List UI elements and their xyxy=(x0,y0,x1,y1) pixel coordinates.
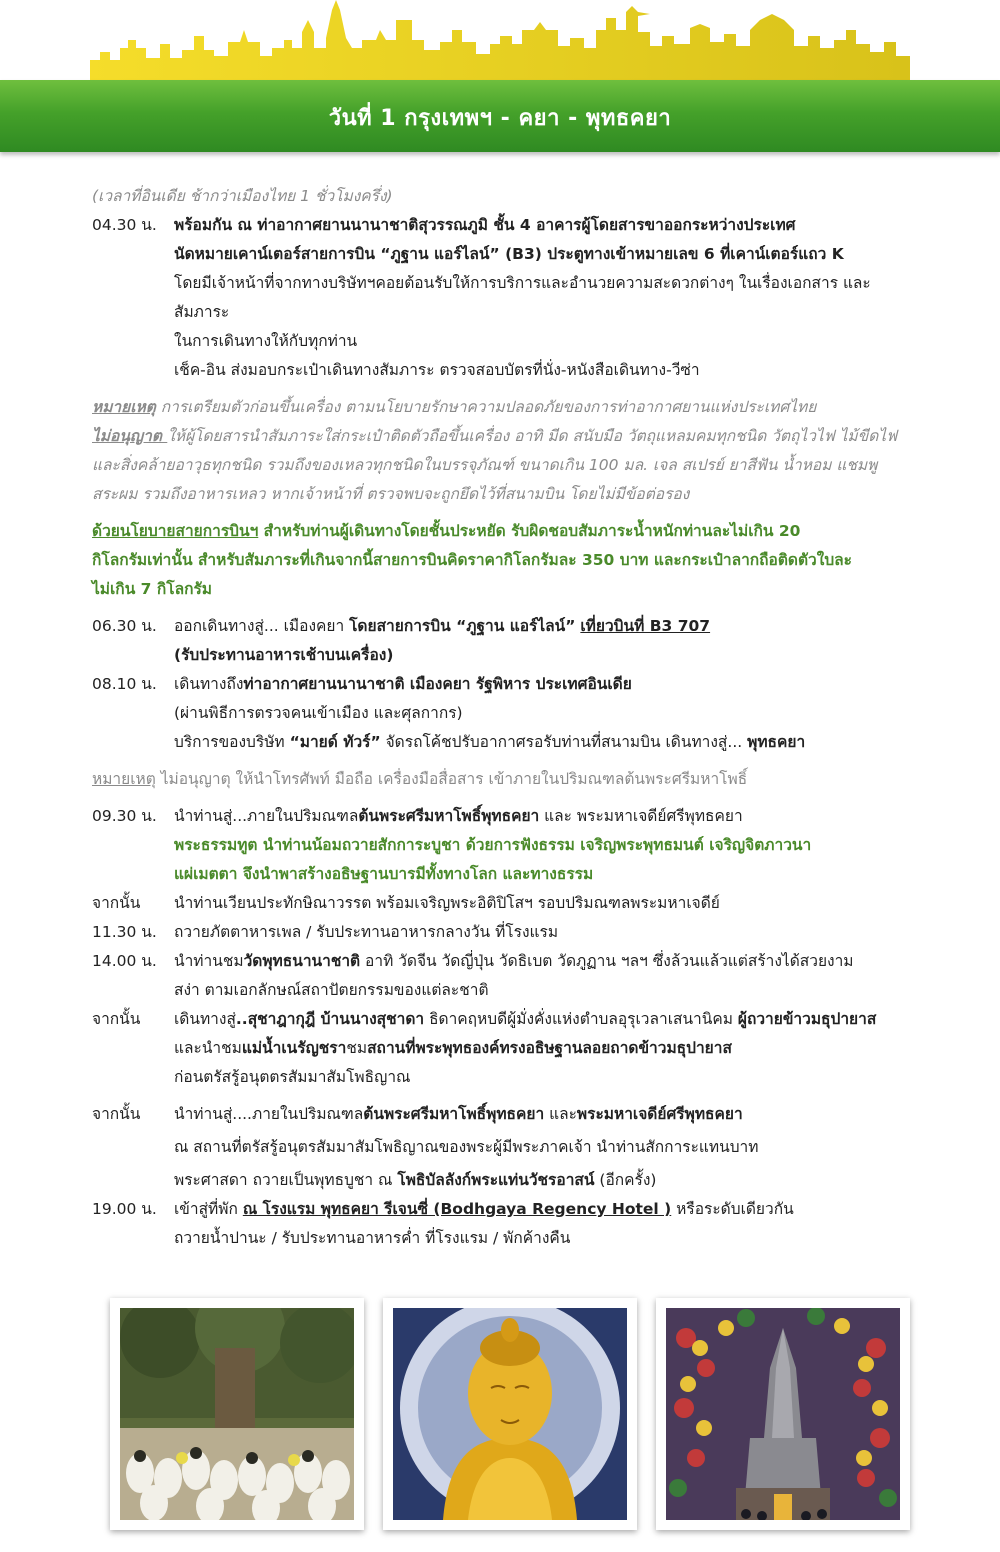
entry-line: นัดหมายเคาน์เตอร์สายการบิน “ภูฐาน แอร์ไลน์” (B3) ประตูทางเข้าหมายเลข 6 ที่เคาน์เตอร์แถว K xyxy=(174,245,844,263)
entry-text: เดินทางสู่ xyxy=(174,1010,236,1028)
schedule-entry-then-3 xyxy=(92,1100,912,1195)
schedule-entry-1130 xyxy=(92,918,912,947)
policy-text: สำหรับท่านผู้เดินทางโดยชั้นประหยัด รับผิดชอบสัมภาระน้ำหนักท่านละไม่เกิน 20 xyxy=(258,522,801,540)
schedule-entry-then-2 xyxy=(92,1005,912,1092)
entry-line: ถวายภัตตาหารเพล / รับประทานอาหารกลางวัน ที่โรงแรม xyxy=(174,923,559,941)
entry-text: หรือระดับเดียวกัน xyxy=(671,1200,794,1218)
schedule-entry-1400 xyxy=(92,947,912,1005)
remark-text: ไม่อนุญาตุ ให้นำโทรศัพท์ มือถือ เครื่องมือสื่อสาร เข้าภายในปริมณฑลต้นพระศรีมหาโพธิ์ xyxy=(155,770,748,788)
entry-line: ณ สถานที่ตรัสรู้อนุตรสัมมาสัมโพธิญาณของพระผู้มีพระภาคเจ้า นำท่านสักการะแทนบาท xyxy=(174,1138,759,1156)
place-name: ..สุชาฎากุฎี บ้านนางสุชาดา xyxy=(235,1010,425,1028)
schedule-entry-0430 xyxy=(92,211,912,385)
entry-line: โดยมีเจ้าหน้าที่จากทางบริษัทฯคอยต้อนรับให้การบริการและอำนวยความสะดวกต่างๆ ในเรื่องเอกสาร และสัมภาระ xyxy=(174,274,871,321)
entry-line: (ผ่านพิธีการตรวจคนเข้าเมือง และศุลกากร) xyxy=(174,704,463,722)
day-title-banner xyxy=(0,80,1000,152)
entry-time: 19.00 น. xyxy=(92,1200,157,1218)
itinerary-content xyxy=(92,182,912,1253)
entry-text: นำท่านสู่....ภายในปริมณฑล xyxy=(174,1105,364,1123)
remark-text: การเตรียมตัวก่อนขึ้นเครื่อง ตามนโยบายรักษาความปลอดภัยของการท่าอากาศยานแห่งประเทศไทย xyxy=(155,398,817,416)
place-name: ต้นพระศรีมหาโพธิ์พุทธคยา xyxy=(358,807,540,825)
flight-number: เที่ยวบินที่ B3 707 xyxy=(580,617,711,635)
timezone-note: (เวลาที่อินเดีย ช้ากว่าเมืองไทย 1 ชั่วโมงครึ่ง) xyxy=(92,187,393,205)
entry-text: (อีกครั้ง) xyxy=(594,1171,657,1189)
entry-line: ถวายน้ำปานะ / รับประทานอาหารค่ำ ที่โรงแรม / พักค้างคืน xyxy=(174,1229,571,1247)
entry-text: อาทิ วัดจีน วัดญี่ปุ่น วัดธิเบต วัดภูฏาน ฯลฯ ซึ่งล้วนแล้วแต่สร้างได้สวยงาม xyxy=(360,952,854,970)
hotel-name: ณ โรงแรม พุทธคยา รีเจนซี่ (Bodhgaya Regency Hotel ) xyxy=(242,1200,672,1218)
photo-mahabodhi-temple xyxy=(656,1298,910,1530)
entry-line: สง่า ตามเอกลักษณ์สถาปัตยกรรมของแต่ละชาติ xyxy=(174,981,489,999)
phone-remark xyxy=(92,765,912,794)
river-name: แม่น้ำเนรัญชรา xyxy=(241,1039,347,1057)
entry-time: 09.30 น. xyxy=(92,807,157,825)
city-skyline-decoration xyxy=(0,0,1000,82)
entry-text: จัดรถโค้ชปรับอากาศรอรับท่านที่สนามบิน เดินทางสู่... xyxy=(380,733,748,751)
photo-bodhi-tree xyxy=(110,1298,364,1530)
schedule-entry-then-1 xyxy=(92,889,912,918)
place-name: ต้นพระศรีมหาโพธิ์พุทธคยา xyxy=(363,1105,545,1123)
place-name: โพธิบัลลังก์พระแท่นวัชรอาสน์ xyxy=(397,1171,595,1189)
entry-time: 08.10 น. xyxy=(92,675,157,693)
entry-text: เดินทางถึง xyxy=(174,675,244,693)
entry-text: และ xyxy=(544,1105,577,1123)
company-name: “มายด์ ทัวร์” xyxy=(289,733,381,751)
photo-gallery xyxy=(110,1298,910,1538)
remark-text: สระผม รวมถึงอาหารเหลว หากเจ้าหน้าที่ ตรวจพบจะถูกยึดไว้ที่สนามบิน โดยไม่มีข้อต่อรอง xyxy=(92,485,690,503)
airline-name: โดยสายการบิน “ภูฐาน แอร์ไลน์” xyxy=(349,617,576,635)
entry-time: 04.30 น. xyxy=(92,216,157,234)
entry-line: แผ่เมตตา จึงนำพาสร้างอธิษฐานบารมีทั้งทางโลก และทางธรรม xyxy=(174,865,594,883)
entry-time: จากนั้น xyxy=(92,1105,141,1123)
mahabodhi-temple-image xyxy=(666,1308,900,1520)
place-name: ผู้ถวายข้าวมธุปายาส xyxy=(737,1010,877,1028)
airline-baggage-policy xyxy=(92,517,912,604)
entry-text: นำท่านสู่...ภายในปริมณฑล xyxy=(174,807,359,825)
remark-text: และสิ่งคล้ายอาวุธทุกชนิด รวมถึงของเหลวทุกชนิดในบรรจุภัณฑ์ ขนาดเกิน 100 มล. เจล สเปรย์ ยาสีฟัน น้ำหอม แชมพู xyxy=(92,456,878,474)
entry-time: 06.30 น. xyxy=(92,617,157,635)
schedule-entry-0930 xyxy=(92,802,912,889)
destination-name: พุทธคยา xyxy=(747,733,806,751)
entry-text: เข้าสู่ที่พัก xyxy=(174,1200,243,1218)
entry-line: นำท่านเวียนประทักษิณาวรรต พร้อมเจริญพระอิติปิโสฯ รอบปริมณฑลพระมหาเจดีย์ xyxy=(174,894,720,912)
entry-time: 14.00 น. xyxy=(92,952,157,970)
place-name: วัดพุทธนานาชาติ xyxy=(243,952,361,970)
entry-line: ก่อนตรัสรู้อนุตตรสัมมาสัมโพธิญาณ xyxy=(174,1068,411,1086)
entry-text: บริการของบริษัท xyxy=(174,733,290,751)
entry-time: 11.30 น. xyxy=(92,923,157,941)
entry-text: ธิดาคฤหบดีผู้มั่งคั่งแห่งตำบลอุรุเวลาเสนานิคม xyxy=(424,1010,738,1028)
schedule-entry-0810 xyxy=(92,670,912,757)
entry-text: นำท่านชม xyxy=(174,952,244,970)
schedule-entry-0630 xyxy=(92,612,912,670)
policy-text: ไม่เกิน 7 กิโลกรัม xyxy=(92,580,213,598)
policy-label: ด้วยนโยบายสายการบินฯ xyxy=(92,522,259,540)
remark-label: หมายเหตุ xyxy=(92,770,156,788)
entry-time: จากนั้น xyxy=(92,1010,141,1028)
entry-time: จากนั้น xyxy=(92,894,141,912)
entry-text: ชม xyxy=(346,1039,368,1057)
remark-label: หมายเหตุ xyxy=(92,398,156,416)
entry-line: เช็ค-อิน ส่งมอบกระเป๋าเดินทางสัมภาระ ตรวจสอบบัตรที่นั่ง-หนังสือเดินทาง-วีซ่า xyxy=(174,361,700,379)
schedule-entry-1900 xyxy=(92,1195,912,1253)
photo-golden-buddha xyxy=(383,1298,637,1530)
prohibited-label: ไม่อนุญาต xyxy=(92,427,168,445)
place-name: พระมหาเจดีย์ศรีพุทธคยา xyxy=(576,1105,743,1123)
policy-text: กิโลกรัมเท่านั้น สำหรับสัมภาระที่เกินจากนี้สายการบินคิดราคากิโลกรัมละ 350 บาท และกระเป๋าลากถือติดตัวใบละ xyxy=(92,551,852,569)
entry-text: ออกเดินทางสู่... เมืองคยา xyxy=(174,617,350,635)
entry-text: และนำชม xyxy=(174,1039,242,1057)
day-title: วันที่ 1 กรุงเทพฯ - คยา - พุทธคยา xyxy=(328,106,672,131)
entry-line: พระธรรมทูต นำท่านน้อมถวายสักการะบูชา ด้วยการฟังธรรม เจริญพระพุทธมนต์ เจริญจิตภาวนา xyxy=(174,836,812,854)
security-remark xyxy=(92,393,912,509)
entry-line: (รับประทานอาหารเช้าบนเครื่อง) xyxy=(174,646,394,664)
airport-name: ท่าอากาศยานนานาชาติ เมืองคยา รัฐพิหาร ประเทศอินเดีย xyxy=(243,675,632,693)
place-name: สถานที่พระพุทธองค์ทรงอธิษฐานลอยถาดข้าวมธุปายาส xyxy=(367,1039,732,1057)
entry-text: พระศาสดา ถวายเป็นพุทธบูชา ณ xyxy=(174,1171,398,1189)
golden-buddha-image xyxy=(393,1308,627,1520)
entry-text: และ พระมหาเจดีย์ศรีพุทธคยา xyxy=(539,807,743,825)
remark-text: ให้ผู้โดยสารนำสัมภาระใส่กระเป๋าติดตัวถือขึ้นเครื่อง อาทิ มีด สนับมือ วัตถุแหลมคมทุกชนิด วัตถุไวไฟ ไม้ขีดไฟ xyxy=(167,427,898,445)
entry-line: พร้อมกัน ณ ท่าอากาศยานนานาชาติสุวรรณภูมิ ชั้น 4 อาคารผู้โดยสารขาออกระหว่างประเทศ xyxy=(174,216,796,234)
bodhi-tree-image xyxy=(120,1308,354,1520)
entry-line: ในการเดินทางให้กับทุกท่าน xyxy=(174,332,358,350)
